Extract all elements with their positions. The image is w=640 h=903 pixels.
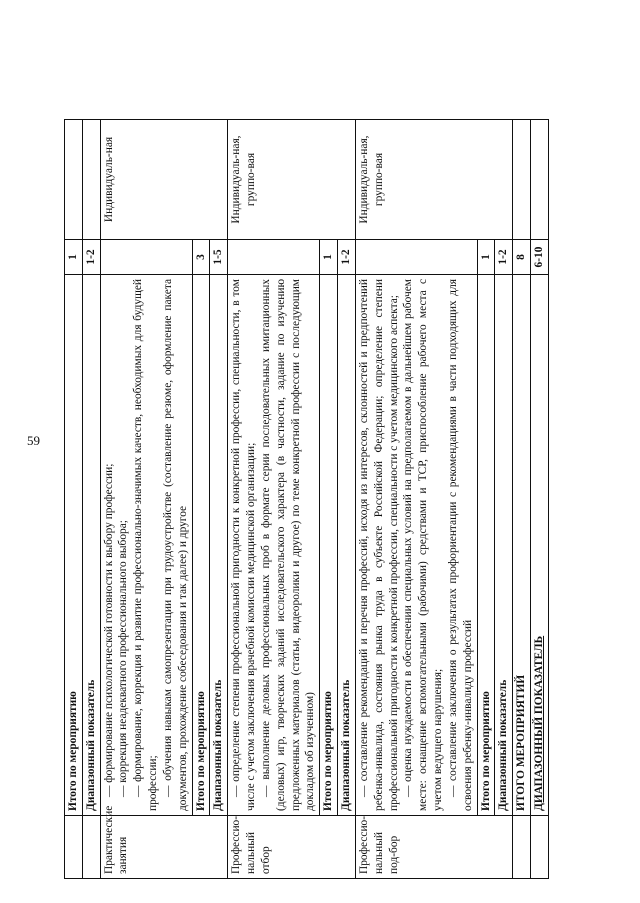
total-label: Итого по мероприятию <box>65 275 83 816</box>
total-value: 1 <box>477 240 495 275</box>
rotated-table-container <box>64 120 575 879</box>
section-form: Индивидуаль-ная, группо-вая <box>355 120 512 240</box>
section-name: Профессио-нальный под-бор <box>355 816 512 879</box>
list-item: — коррекция неадекватного профессионального выбора; <box>117 520 130 797</box>
section-form: Индивидуаль-ная, группо-вая <box>228 120 356 240</box>
section-items <box>228 275 320 816</box>
total-value: 1 <box>320 240 338 275</box>
table-row <box>513 120 531 879</box>
section-name: Практические занятия <box>100 816 228 879</box>
list-item: — формирование психологической готовности к выбору профессии; <box>102 463 115 797</box>
total-label: Итого по мероприятию <box>192 275 210 816</box>
grand-total-label: ИТОГО МЕРОПРИЯТИЙ <box>513 275 531 816</box>
grand-range-value: 6-10 <box>531 240 549 275</box>
total-value: 3 <box>192 240 210 275</box>
list-item: — оценка нуждаемости в обеспечении специальных условий на предполагаемом в дальнейшем рабочем месте: оснащение вспомогательными (рабочими) средствами и ТСР, приспособление рабочего места с учетом ведущего нарушения; <box>402 279 445 811</box>
table-row <box>355 120 477 879</box>
page-number: 59 <box>27 433 40 448</box>
total-label: Итого по мероприятию <box>320 275 338 816</box>
range-value: 1-2 <box>82 240 100 275</box>
table-row <box>100 120 192 879</box>
section-items <box>100 275 192 816</box>
section-items <box>355 275 477 816</box>
range-label: Диапазонный показатель <box>82 275 100 816</box>
grand-total-value: 8 <box>513 240 531 275</box>
list-item: — формирование, коррекция и развитие профессионально-значимых качеств, необходимых для будущей профессии; <box>132 279 160 811</box>
range-label: Диапазонный показатель <box>338 275 356 816</box>
table-row <box>228 120 320 879</box>
total-label: Итого по мероприятию <box>477 275 495 816</box>
table-row <box>82 120 100 879</box>
list-item: — составление заключения о результатах профориентации с рекомендациями в части подходящих для освоения ребенку-инвалиду профессий <box>446 279 474 811</box>
section-name: Профессио-нальный отбор <box>228 816 356 879</box>
list-item: — обучения навыкам самопрезентации при трудоустройстве (составление резюме, оформление пакета документов, прохождение собеседования и так далее) и другое <box>161 279 189 811</box>
list-item: — выполнение деловых профессиональных проб в формате серии последовательных имитационных (деловых) игр, творческих заданий исследовательского характера (в частности, задание по изучению предложенных материалов (статьи, видеоролики и другое) по теме конкретной профессии с последующим докладом об изученном) <box>259 279 317 811</box>
range-value: 1-2 <box>495 240 513 275</box>
total-value: 1 <box>65 240 83 275</box>
table-row <box>531 120 549 879</box>
events-table <box>64 119 549 879</box>
list-item: — определение степени профессиональной пригодности к конкретной профессии, специальности, в том числе с учетом заключения врачебной комиссии медицинской организации; <box>230 279 258 811</box>
range-label: Диапазонный показатель <box>210 275 228 816</box>
table-row <box>65 120 83 879</box>
range-value: 1-2 <box>338 240 356 275</box>
list-item: — составление рекомендаций и перечня профессий, исходя из интересов, склонностей и предпочтений ребенка-инвалида, состояния рынка труда в субъекте Российской Федерации; определение степени профессиональной пригодности к конкретной профессии, специальности с учетом медицинского аспекта; <box>357 279 400 811</box>
section-form: Индивидуаль-ная <box>100 120 228 240</box>
range-label: Диапазонный показатель <box>495 275 513 816</box>
range-value: 1-5 <box>210 240 228 275</box>
grand-range-label: ДИАПАЗОННЫЙ ПОКАЗАТЕЛЬ <box>531 275 549 816</box>
